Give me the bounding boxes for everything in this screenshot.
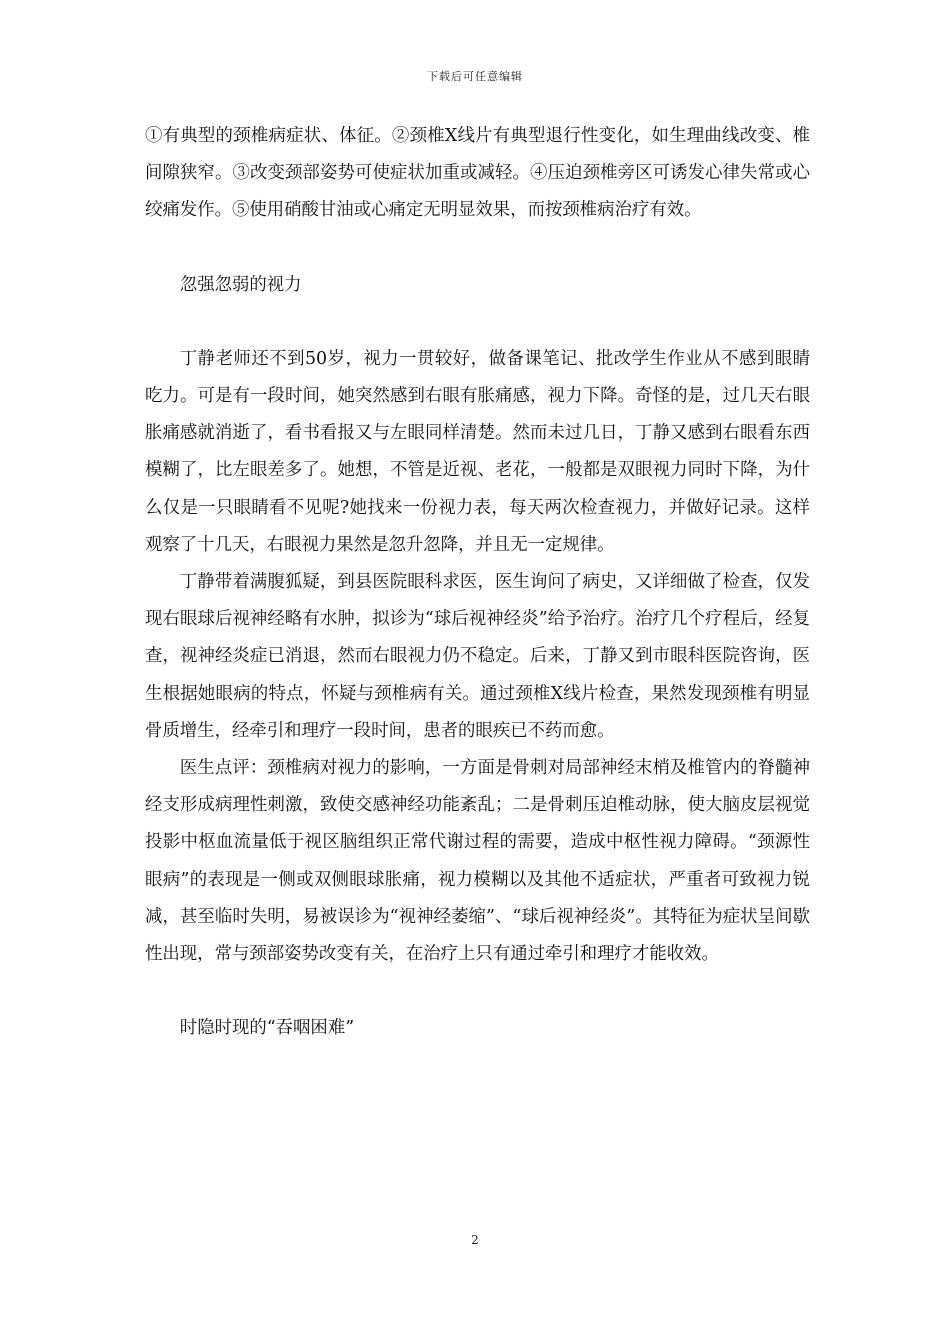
document-body [145, 118, 810, 1047]
page-number: 2 [471, 1233, 479, 1247]
paragraph-doctor-comment: 医生点评：颈椎病对视力的影响，一方面是骨刺对局部神经末梢及椎管内的脊髓神经支形成病理性刺激，致使交感神经功能紊乱；二是骨刺压迫椎动脉，使大脑皮层视觉投影中枢血流量低于视区脑组织正常代谢过程的需要，造成中枢性视力障碍。“颈源性眼病”的表现是一侧或双侧眼球胀痛，视力模糊以及其他不适症状，严重者可致视力锐减，甚至临时失明，易被误诊为“视神经萎缩”、“球后视神经炎”。其特征为症状呈间歇性出现，常与颈部姿势改变有关，在治疗上只有通过牵引和理疗才能收效。 [145, 758, 810, 965]
paragraph-diagnosis-criteria: ①有典型的颈椎病症状、体征。②颈椎X线片有典型退行性变化，如生理曲线改变、椎间隙狭窄。③改变颈部姿势可使症状加重或减轻。④压迫颈椎旁区可诱发心律失常或心绞痛发作。⑤使用硝酸甘油或心痛定无明显效果，而按颈椎病治疗有效。 [145, 126, 810, 221]
page-header: 下载后可任意编辑 [427, 70, 523, 83]
paragraph-case-diagnosis: 丁静带着满腹狐疑，到县医院眼科求医，医生询问了病史，又详细做了检查，仅发现右眼球后视神经略有水肿，拟诊为“球后视神经炎”给予治疗。治疗几个疗程后，经复查，视神经炎症已消退，然而右眼视力仍不稳定。后来，丁静又到市眼科医院咨询，医生根据她眼病的特点，怀疑与颈椎病有关。通过颈椎X线片检查，果然发现颈椎有明显骨质增生，经牵引和理疗一段时间，患者的眼疾已不药而愈。 [145, 572, 810, 741]
section-heading-vision: 忽强忽弱的视力 [179, 274, 302, 295]
paragraph-case-story: 丁静老师还不到50岁，视力一贯较好，做备课笔记、批改学生作业从不感到眼睛吃力。可是有一段时间，她突然感到右眼有胀痛感，视力下降。奇怪的是，过几天右眼胀痛感就消逝了，看书看报又与左眼同样清楚。然而未过几日，丁静又感到右眼看东西模糊了，比左眼差多了。她想，不管是近视、老花，一般都是双眼视力同时下降，为什么仅是一只眼睛看不见呢?她找来一份视力表，每天两次检查视力，并做好记录。这样观察了十几天，右眼视力果然是忽升忽降，并且无一定规律。 [145, 348, 810, 555]
section-heading-swallowing: 时隐时现的“吞咽困难” [179, 1018, 355, 1039]
